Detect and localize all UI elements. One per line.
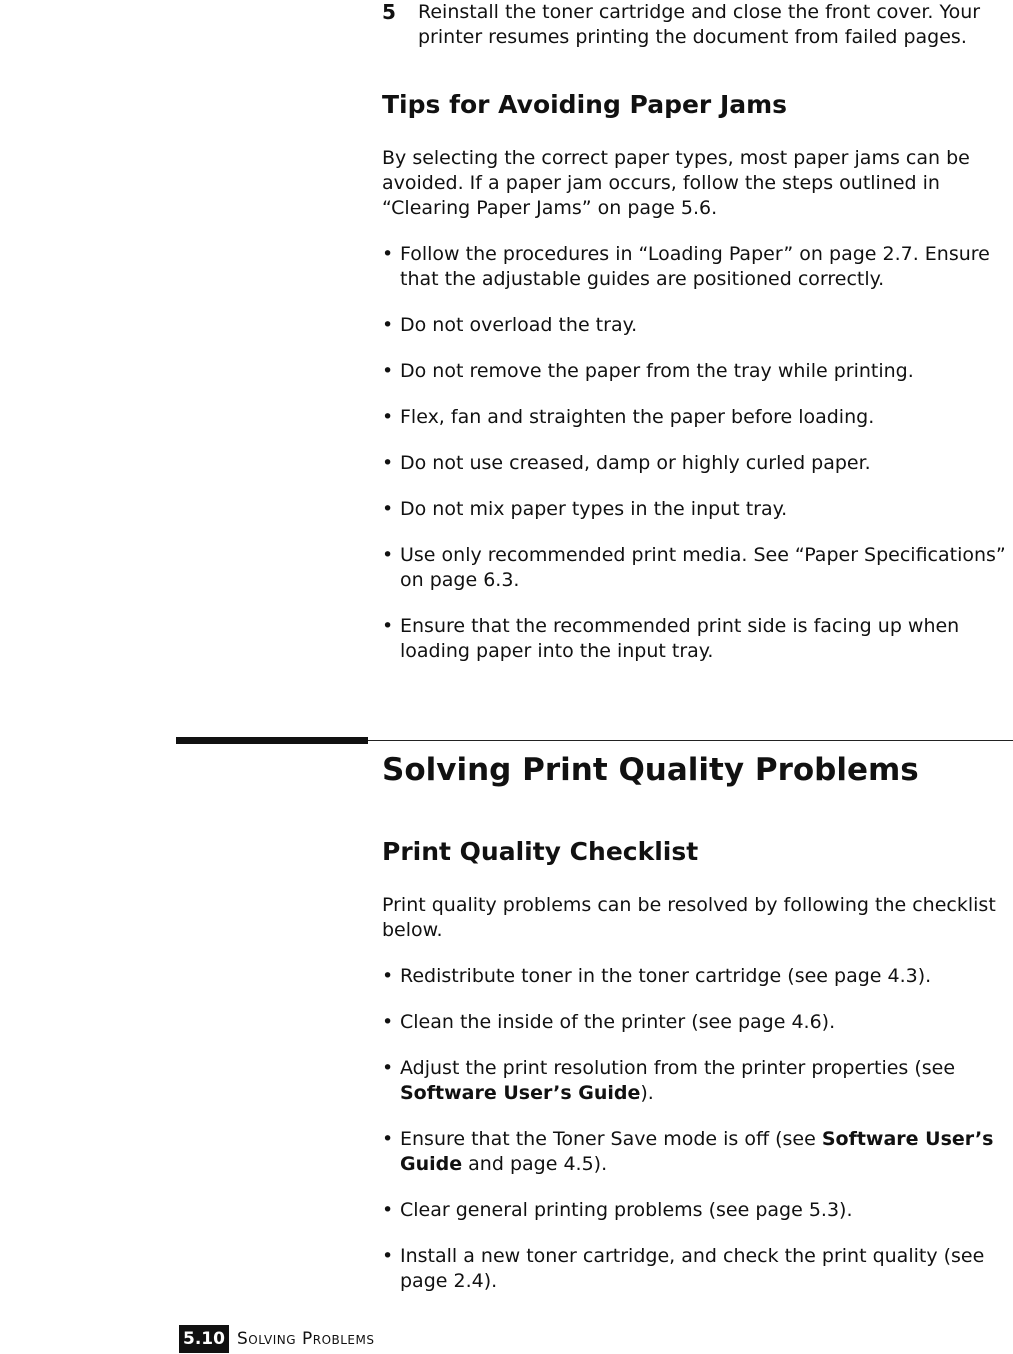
item-text: Adjust the print resolution from the printer properties (see bbox=[400, 1057, 956, 1079]
list-item bbox=[382, 1127, 1012, 1177]
list-item: • Do not remove the paper from the tray while printing. bbox=[382, 359, 1012, 384]
item-text: ). bbox=[640, 1082, 654, 1104]
list-item: • Do not use creased, damp or highly curled paper. bbox=[382, 451, 1012, 476]
list-item: • Do not mix paper types in the input tray. bbox=[382, 497, 1012, 522]
list-item: • Clean the inside of the printer (see page 4.6). bbox=[382, 1010, 1012, 1035]
page-footer bbox=[179, 1325, 375, 1353]
guide-reference: Software User’s Guide bbox=[400, 1128, 994, 1175]
item-text: and page 4.5). bbox=[462, 1153, 608, 1175]
page-number: 5.10 bbox=[179, 1325, 229, 1353]
section-title: Solving Print Quality Problems bbox=[382, 752, 919, 788]
footer-section-name: Solving Problems bbox=[236, 1329, 375, 1349]
guide-reference: Software User’s Guide bbox=[400, 1082, 641, 1104]
tips-intro: By selecting the correct paper types, most paper jams can be avoided. If a paper jam occurs, follow the steps outlined in “Clearing Paper Jams” on page 5.6. bbox=[382, 147, 970, 219]
item-text: Ensure that the Toner Save mode is off (see bbox=[400, 1128, 822, 1150]
list-item: • Flex, fan and straighten the paper before loading. bbox=[382, 405, 1012, 430]
tips-heading: Tips for Avoiding Paper Jams bbox=[382, 90, 788, 119]
list-item: • Redistribute toner in the toner cartridge (see page 4.3). bbox=[382, 964, 1012, 989]
list-item: • Use only recommended print media. See “Paper Specifications” on page 6.3. bbox=[382, 543, 1012, 593]
checklist-heading: Print Quality Checklist bbox=[382, 837, 699, 866]
step-number: 5 bbox=[382, 0, 396, 24]
tips-list bbox=[382, 242, 1012, 685]
list-item: • Ensure that the recommended print side is facing up when loading paper into the input tray. bbox=[382, 614, 1012, 664]
list-item: • Clear general printing problems (see page 5.3). bbox=[382, 1198, 1012, 1223]
list-item: • Do not overload the tray. bbox=[382, 313, 1012, 338]
checklist-intro: Print quality problems can be resolved by following the checklist below. bbox=[382, 894, 996, 941]
section-rule-thick bbox=[176, 737, 368, 744]
list-item: • Follow the procedures in “Loading Paper” on page 2.7. Ensure that the adjustable guides are positioned correctly. bbox=[382, 242, 1012, 292]
list-item bbox=[382, 1056, 1012, 1106]
checklist-list bbox=[382, 964, 1012, 1315]
step-text: Reinstall the toner cartridge and close the front cover. Your printer resumes printing the document from failed pages. bbox=[418, 1, 981, 48]
list-item: • Install a new toner cartridge, and check the print quality (see page 2.4). bbox=[382, 1244, 1012, 1294]
section-rule-thin bbox=[368, 740, 1013, 741]
